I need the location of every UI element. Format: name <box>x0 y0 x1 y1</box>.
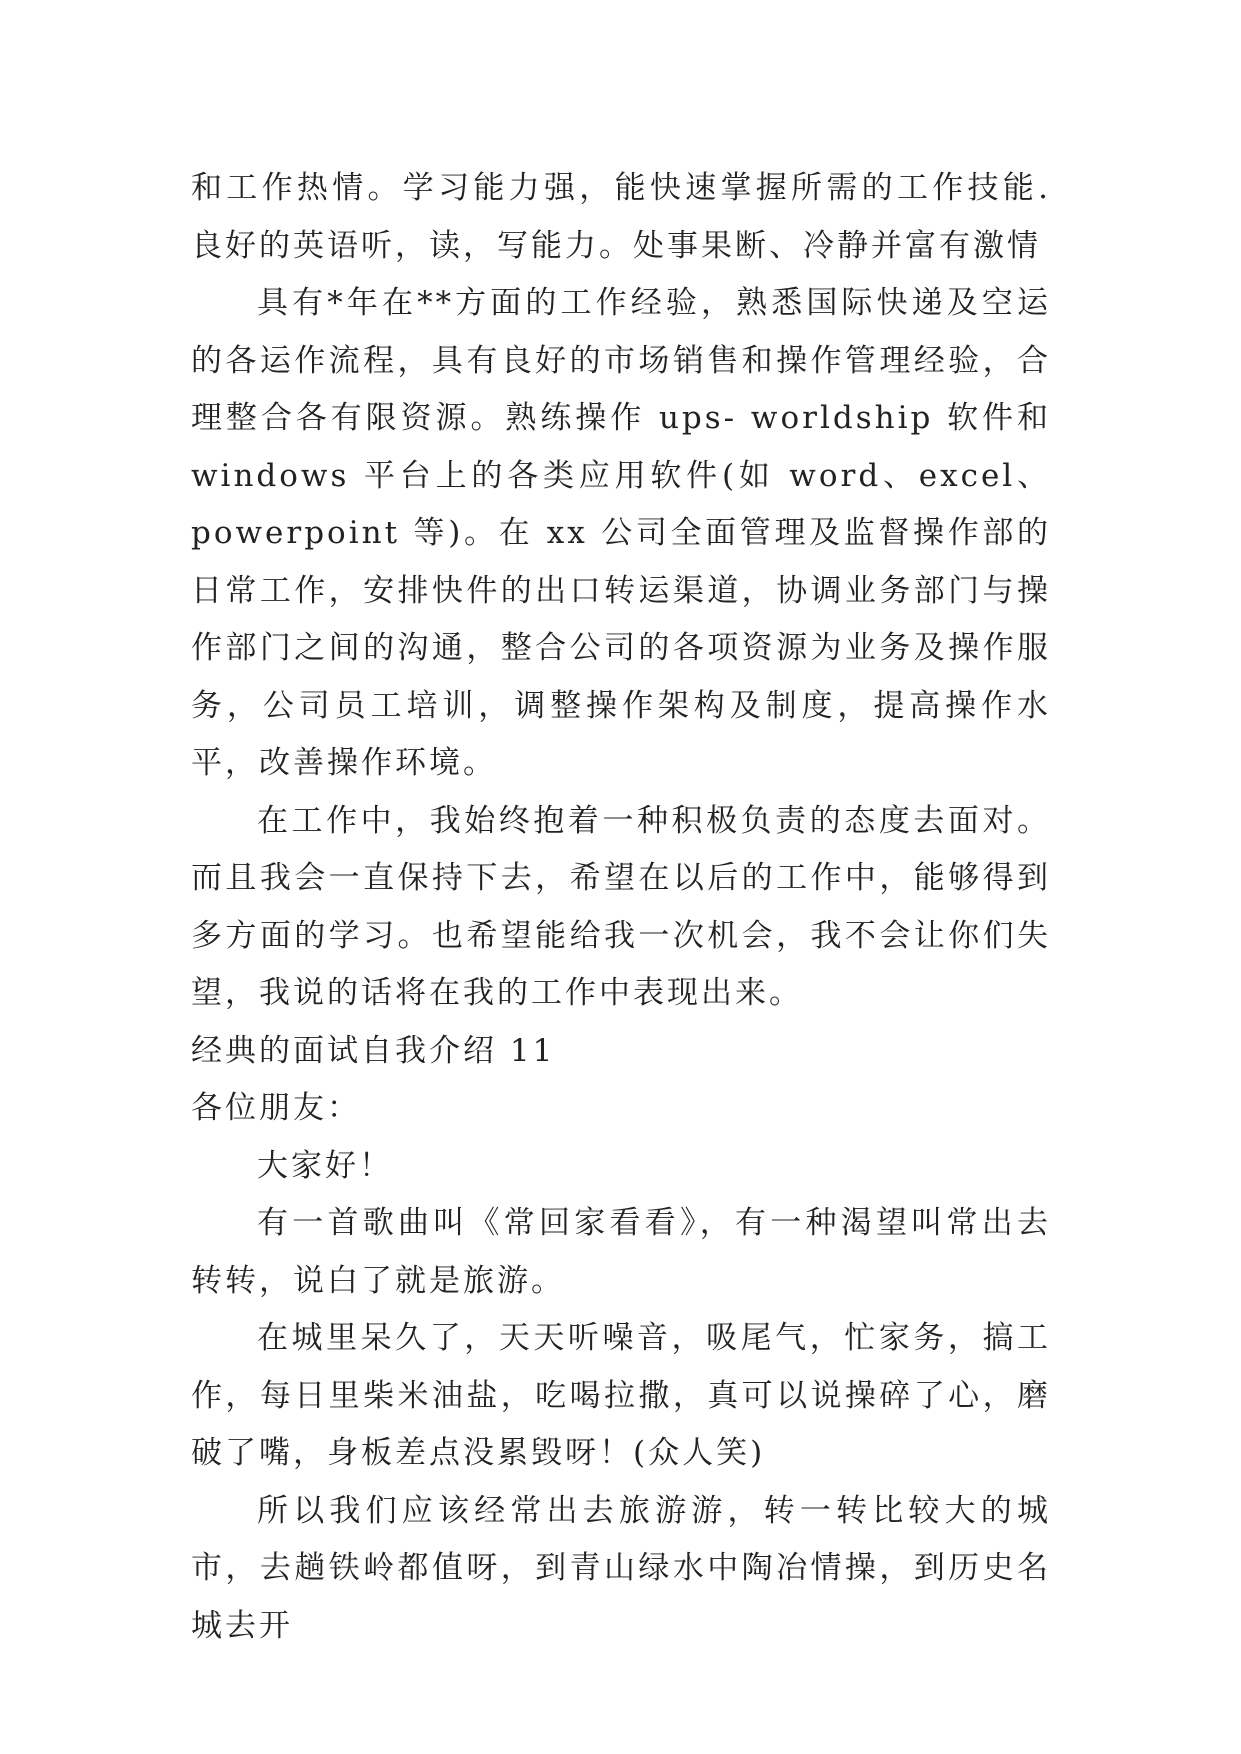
paragraph-attitude: 在工作中，我始终抱着一种积极负责的态度去面对。而且我会一直保持下去，希望在以后的工作中，能够得到多方面的学习。也希望能给我一次机会，我不会让你们失望，我说的话将在我的工作中表现出来。 <box>191 802 1051 1011</box>
paragraph-salutation: 各位朋友： <box>191 1090 361 1126</box>
paragraph-song: 有一首歌曲叫《常回家看看》，有一种渴望叫常出去转转，说白了就是旅游。 <box>191 1205 1051 1299</box>
paragraph-intro-continued: 和工作热情。学习能力强，能快速掌握所需的工作技能.良好的英语听，读，写能力。处事果断、冷静并富有激情 <box>191 170 1051 264</box>
paragraph-travel: 所以我们应该经常出去旅游游，转一转比较大的城市，去趟铁岭都值呀，到青山绿水中陶冶情操，到历史名城去开 <box>191 1492 1051 1644</box>
section-title: 经典的面试自我介绍 11 <box>191 1032 556 1069</box>
paragraph-experience: 具有*年在**方面的工作经验，熟悉国际快递及空运的各运作流程，具有良好的市场销售和操作管理经验，合理整合各有限资源。熟练操作 ups- worldship 软件和 windows 平台上的各类应用软件(如 word、excel、powerpoint 等)。在 xx 公司全面管理及监督操作部的日常工作，安排快件的出口转运渠道，协调业务部门与操作部门之间的沟通，整合公司的各项资源为业务及操作服务，公司员工培训，调整操作架构及制度，提高操作水平，改善操作环境。 <box>191 285 1051 781</box>
paragraph-greeting: 大家好！ <box>257 1147 393 1184</box>
paragraph-city-life: 在城里呆久了，天天听噪音，吸尾气，忙家务，搞工作，每日里柴米油盐，吃喝拉撒，真可以说操碎了心，磨破了嘴，身板差点没累毁呀！(众人笑) <box>191 1320 1051 1471</box>
document-body <box>191 160 1051 1655</box>
